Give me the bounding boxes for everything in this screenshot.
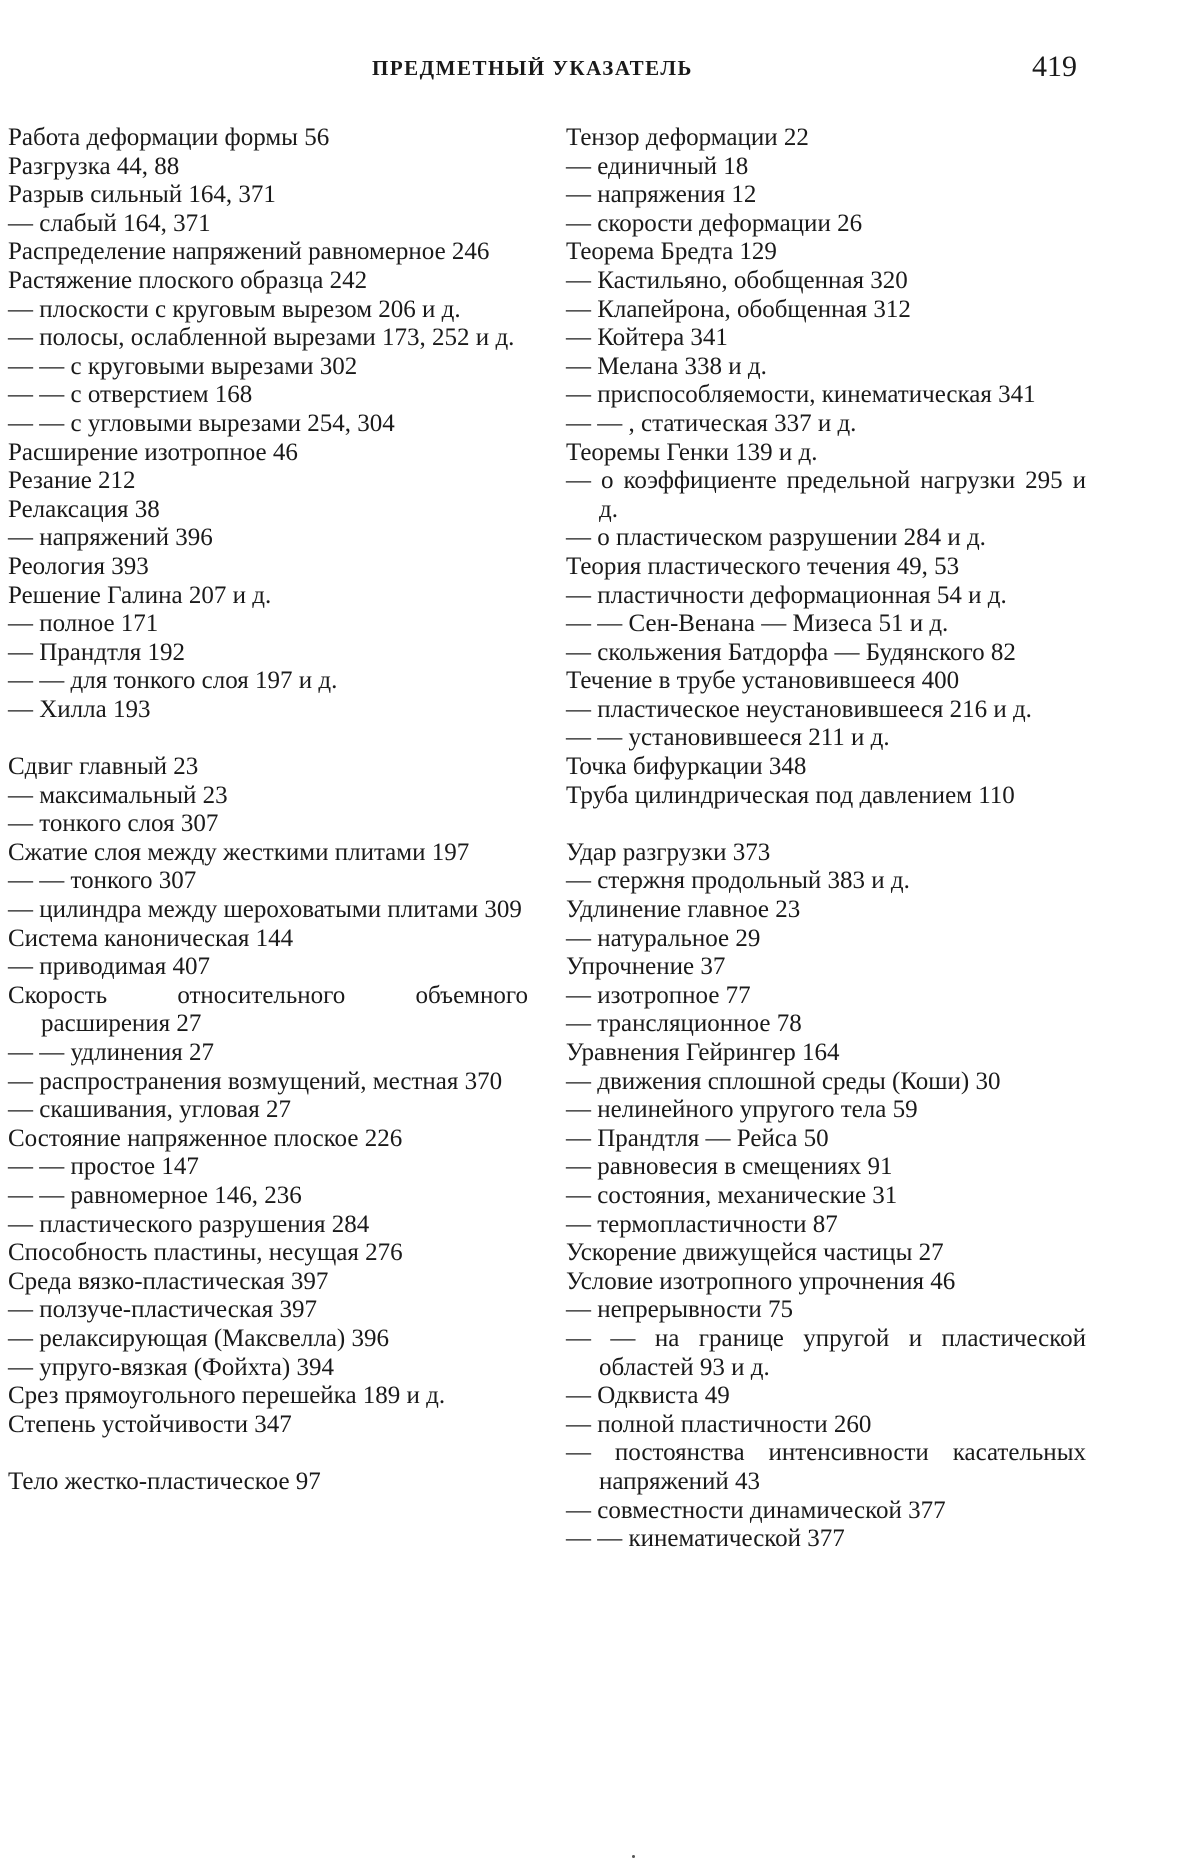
index-entry: Система каноническая 144 <box>8 924 294 952</box>
index-entry: — скашивания, угловая 27 <box>8 1096 291 1124</box>
index-entry: — распространения возмущений, местная 370 <box>8 1067 503 1095</box>
index-entry: — пластического разрушения 284 <box>8 1210 370 1238</box>
index-entry: Срез прямоугольного перешейка 189 и д. <box>8 1382 446 1410</box>
index-entry: Релаксация 38 <box>8 495 160 523</box>
index-entry: — единичный 18 <box>566 152 749 180</box>
index-entry: Сжатие слоя между жесткими плитами 197 <box>8 838 470 866</box>
index-entry: — релаксирующая (Максвелла) 396 <box>8 1324 390 1352</box>
index-entry: Ускорение движущейся частицы 27 <box>566 1239 944 1267</box>
index-entry: — напряжений 396 <box>8 524 213 552</box>
index-entry: Упрочнение 37 <box>566 953 726 981</box>
index-entry: — Кастильяно, обобщенная 320 <box>566 266 908 294</box>
index-entry: — стержня продольный 383 и д. <box>566 867 910 895</box>
index-entry: — Одквиста 49 <box>566 1382 730 1410</box>
index-entry: — — равномерное 146, 236 <box>8 1181 302 1209</box>
index-entry: Скорость относительного объемного расширения 27 <box>8 981 528 1038</box>
index-entry: — трансляционное 78 <box>566 1010 802 1038</box>
index-entry: — Клапейрона, обобщенная 312 <box>566 295 911 323</box>
index-entry: — скорости деформации 26 <box>566 209 863 237</box>
index-entry: Состояние напряженное плоское 226 <box>8 1124 403 1152</box>
section-gap <box>566 810 1086 839</box>
index-entry: — Койтера 341 <box>566 324 728 352</box>
index-entry: Точка бифуркации 348 <box>566 753 807 781</box>
index-entry: — ползуче-пластическая 397 <box>8 1296 317 1324</box>
index-entry: — плоскости с круговым вырезом 206 и д. <box>8 295 461 323</box>
index-entry: — термопластичности 87 <box>566 1210 838 1238</box>
index-entry: — максимальный 23 <box>8 781 228 809</box>
index-entry: Способность пластины, несущая 276 <box>8 1239 403 1267</box>
index-entry: — Мелана 338 и д. <box>566 352 767 380</box>
index-entry: Уравнения Гейрингер 164 <box>566 1039 840 1066</box>
index-entry: — пластичности деформационная 54 и д. <box>566 581 1007 609</box>
index-entry: Сдвиг главный 23 <box>8 753 199 781</box>
index-entry: — состояния, механические 31 <box>566 1181 898 1209</box>
index-entry: Распределение напряжений равномерное 246 <box>8 238 490 266</box>
index-entry: — полосы, ослабленной вырезами 173, 252 и д. <box>8 324 515 352</box>
index-entry: — — тонкого 307 <box>8 867 197 895</box>
index-entry: — о коэффициенте предельной нагрузки 295 и д. <box>566 467 1086 523</box>
index-entry: — — удлинения 27 <box>8 1039 214 1066</box>
page-header <box>0 50 1200 90</box>
index-entry: — — с круговыми вырезами 302 <box>8 352 358 380</box>
index-entry: Среда вязко-пластическая 397 <box>8 1267 329 1295</box>
index-entry: — упруго-вязкая (Фойхта) 394 <box>8 1353 334 1381</box>
index-column-right <box>566 124 1086 1554</box>
index-entry: — полное 171 <box>8 610 159 638</box>
index-entry: — равновесия в смещениях 91 <box>566 1153 893 1181</box>
index-entry: — — для тонкого слоя 197 и д. <box>8 667 338 695</box>
index-entry: Разгрузка 44, 88 <box>8 152 180 180</box>
index-entry: Степень устойчивости 347 <box>8 1410 292 1438</box>
index-entry: Тело жестко-пластическое 97 <box>8 1467 321 1495</box>
index-entry: Удлинение главное 23 <box>566 896 801 924</box>
running-title: ПРЕДМЕТНЫЙ УКАЗАТЕЛЬ <box>372 56 693 80</box>
index-entry: — непрерывности 75 <box>566 1296 793 1324</box>
index-entry: — приспособляемости, кинематическая 341 <box>566 381 1036 409</box>
index-entry: Расширение изотропное 46 <box>8 438 298 466</box>
index-entry: Теорема Бредта 129 <box>566 238 777 266</box>
index-entry: — — на границе упругой и пластической областей 93 и д. <box>566 1324 1086 1381</box>
index-entry: Работа деформации формы 56 <box>8 124 330 151</box>
section-gap <box>8 1439 528 1468</box>
index-entry: — — Сен-Венана — Мизеса 51 и д. <box>566 610 949 638</box>
index-entry: — о пластическом разрушении 284 и д. <box>566 524 986 552</box>
index-entry: — слабый 164, 371 <box>8 209 211 237</box>
index-entry: Растяжение плоского образца 242 <box>8 266 368 294</box>
index-entry: — — установившееся 211 и д. <box>566 724 890 752</box>
index-entry: — — с угловыми вырезами 254, 304 <box>8 409 395 437</box>
section-gap <box>8 724 528 753</box>
index-entry: Условие изотропного упрочнения 46 <box>566 1267 956 1295</box>
index-entry: — Хилла 193 <box>8 695 151 723</box>
index-entry: Решение Галина 207 и д. <box>8 581 272 609</box>
index-entry: Реология 393 <box>8 552 149 580</box>
index-entry: Теория пластического течения 49, 53 <box>566 552 960 580</box>
index-entry: — — , статическая 337 и д. <box>566 409 857 437</box>
index-entry: Удар разгрузки 373 <box>566 838 771 866</box>
index-entry: Течение в трубе установившееся 400 <box>566 667 960 695</box>
index-entry: — нелинейного упругого тела 59 <box>566 1096 918 1124</box>
index-entry: — тонкого слоя 307 <box>8 810 219 838</box>
index-entry: Тензор деформации 22 <box>566 124 809 151</box>
index-entry: — — кинематической 377 <box>566 1525 845 1553</box>
index-entry: — совместности динамической 377 <box>566 1496 946 1524</box>
index-entry: — постоянства интенсивности касательных напряжений 43 <box>566 1439 1086 1495</box>
index-entry: Разрыв сильный 164, 371 <box>8 181 276 209</box>
page-number: 419 <box>1032 50 1077 83</box>
index-entry: — — простое 147 <box>8 1153 199 1181</box>
index-entry: — скольжения Батдорфа — Будянского 82 <box>566 638 1016 666</box>
print-speck <box>632 1855 635 1858</box>
index-column-left <box>8 124 528 1497</box>
index-entry: — напряжения 12 <box>566 181 757 209</box>
index-entry: — Прандтля — Рейса 50 <box>566 1124 829 1152</box>
index-entry: Теоремы Генки 139 и д. <box>566 438 818 466</box>
index-entry: — цилиндра между шероховатыми плитами 309 <box>8 896 522 924</box>
index-entry: Резание 212 <box>8 467 136 495</box>
index-entry: — изотропное 77 <box>566 981 751 1009</box>
index-entry: — натуральное 29 <box>566 924 761 952</box>
index-entry: — Прандтля 192 <box>8 638 186 666</box>
index-entry: — полной пластичности 260 <box>566 1410 872 1438</box>
index-entry: — приводимая 407 <box>8 953 211 981</box>
index-entry: Труба цилиндрическая под давлением 110 <box>566 781 1015 809</box>
index-entry: — движения сплошной среды (Коши) 30 <box>566 1067 1001 1095</box>
index-entry: — пластическое неустановившееся 216 и д. <box>566 695 1032 723</box>
index-entry: — — с отверстием 168 <box>8 381 253 409</box>
